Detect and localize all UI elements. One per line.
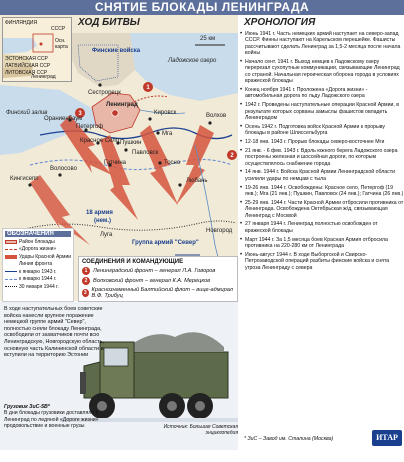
legend-item: к январю 1944 г.: [5, 276, 71, 282]
label-army-group: Группа армий "Север": [132, 240, 199, 246]
chronology-item: • Июнь-август 1944 г. В ходе Выборгской и Свирско-Петрозаводской операций разбиты финские войска и снята угроза Ленинграду с севера: [240, 252, 404, 271]
legend-heading: ОБОЗНАЧЕНИЯ: [5, 231, 71, 237]
itar-tass-logo: ИТАР ТАСС: [372, 430, 402, 446]
label-pushkin: Пушкин: [120, 140, 142, 146]
legend-item: «Дорога жизни»: [5, 246, 71, 252]
inset-leningrad: Ленинград: [31, 74, 56, 80]
inset-finland: ФИНЛЯНДИЯ: [5, 20, 38, 26]
chronology-item: • 27 января 1944 г. Ленинград полностью освобожден от вражеской блокады: [240, 221, 404, 234]
label-leningrad: Ленинград: [106, 102, 138, 108]
footnote: * ЗиС – Завод им. Сталина (Москва): [244, 436, 334, 442]
chronology-item: • Начало сент. 1941 г. Выход немцев к Ладожскому озеру перерезал сухопутные коммуникации, связывающие Ленинград со страной. Начальная героическая оборона города в условиях вражеской блокады: [240, 59, 404, 85]
chronology-item: • 25-29 янв. 1944 г. Части Красной Армии отбросили противника от Ленинграда. Освобождена Октябрьская ж/д, связывающая Ленинград с Москвой: [240, 200, 404, 219]
front-jan30-swatch: [5, 286, 17, 287]
label-volosovo: Волосово: [50, 166, 77, 172]
label-pavlovsk: Павловск: [132, 150, 159, 156]
label-army18-sub: (нем.): [94, 218, 111, 224]
legend-item: Линия фронта: [19, 261, 53, 267]
chronology-item: • 1942 г. Проведены наступательные операции Красной Армии, в результате которых сорваны замыслы фашистов овладеть Ленинградом: [240, 102, 404, 121]
label-mga: Мга: [162, 131, 173, 137]
unit-row: 1 Ленинградский фронт – генерал Л.А. Говоров: [82, 267, 234, 275]
legend-item: к январю 1943 г.: [5, 269, 71, 275]
inset-map-label: Осн. карта: [55, 38, 68, 50]
label-peterhof: Петергоф: [76, 124, 104, 130]
label-krasnoe: Красное Село: [80, 138, 120, 144]
label-kingisepp: Кингисепп: [10, 176, 39, 182]
label-ladoga: Ладожское озеро: [168, 58, 217, 64]
svg-text:2: 2: [230, 153, 234, 159]
label-gatchina: Гатчина: [104, 160, 126, 166]
inset-latvia: ЛАТВИЙСКАЯ ССР: [5, 63, 51, 69]
inset-lithuania: ЛИТОВСКАЯ ССР: [5, 70, 48, 76]
legend-item: 30 января 1944 г.: [5, 284, 71, 290]
map-heading: ХОД БИТВЫ: [78, 17, 140, 28]
front-1943-swatch: [5, 271, 17, 272]
inset-estonia: ЭСТОНСКАЯ ССР: [5, 56, 48, 62]
svg-text:3: 3: [78, 111, 82, 117]
legend-item: Удары Красной Армии: [5, 254, 71, 260]
label-luga: Луга: [100, 232, 113, 238]
attack-swatch: [5, 255, 17, 259]
label-finnish-troops: Финские войска: [92, 48, 141, 54]
truck-caption: [4, 404, 114, 429]
chronology-item: • 21 янв. - 6 фев. 1943 г. Вдоль южного берега Ладожского озера построены железная и шоссейная дороги, по которым осуществлялось снабжение города: [240, 148, 404, 167]
svg-text:1: 1: [146, 85, 150, 91]
chronology-item: • 14 янв. 1944 г. Войска Красной Армии Ленинградской области усилили удары по немцам с тыла: [240, 169, 404, 182]
chronology-item: • Осень 1942 г. Подготовка войск Красной Армии к прорыву блокады в районе Шлиссельбурга: [240, 124, 404, 137]
inset-ussr: СССР: [51, 26, 66, 32]
source-note: Источник: Большая Советская энциклопедия: [163, 424, 238, 436]
label-novgorod: Новгород: [206, 228, 233, 234]
map-legend: [2, 228, 74, 302]
units-panel: [78, 256, 238, 302]
unit-row: 3 Краснознаменный Балтийский флот – вице-адмирал В.Ф. Трибуц: [83, 287, 233, 299]
label-volkhov: Волхов: [206, 113, 227, 119]
chronology-heading: ХРОНОЛОГИЯ: [244, 17, 316, 28]
legend-item: Район блокады: [5, 239, 71, 245]
label-tosno: Тосно: [164, 160, 181, 166]
inset-map: [2, 17, 72, 82]
chronology-item: • Июнь 1941 г. Часть немецких армий наступает на северо-запад СССР. Финны наступают на Карельском перешейке. Фашисты рассчитывают сделать Ленинград за 1,5-2 месяца после начала войны: [240, 31, 404, 57]
chronology-item: • Март 1944 г. За 1,5 месяца боев Красная Армия отбросила противника на 220-280 км от Ленинграда: [240, 237, 404, 250]
label-scale: 25 км: [200, 36, 216, 42]
units-heading: СОЕДИНЕНИЯ И КОМАНДУЮЩИЕ: [82, 259, 184, 265]
label-lyuban: Любань: [186, 178, 208, 184]
label-sestroretsk: Сестрорецк: [88, 90, 121, 96]
chronology-item: • 19-26 янв. 1944 г. Освобождены: Красное село, Петергоф (19 янв.); Мга (21 янв.); Пушкин, Павловск (24 янв.); Гатчина (26 янв.): [240, 185, 404, 198]
label-kirovsk: Кировск: [154, 110, 177, 116]
summary-text: В ходе наступательных боев советские войска нанесли крупное поражение немецкой группе армий "Север", полностью сняли блокаду Ленинграда, освободили от захватчиков почти всю Ленинградскую, Новгородскую область, основную часть Калининской области и вступили на территорию Эстонии: [4, 306, 104, 359]
label-army18: 18 армия: [86, 210, 113, 216]
label-gulf: Финский залив: [6, 110, 48, 116]
front-1944-swatch: [5, 279, 17, 280]
truck-name: Грузовик ЗиС-5В*: [4, 404, 50, 410]
blockade-swatch: [5, 240, 17, 244]
chronology-item: • 12-18 янв. 1943 г. Прорыв блокады северо-восточнее Мги: [240, 139, 404, 145]
label-oranienbaum: Ораниенбаум: [44, 116, 83, 122]
unit-row: 2 Волховский фронт – генерал К.А. Мерецков: [82, 277, 234, 285]
road-swatch: [5, 249, 17, 250]
page-title: СНЯТИЕ БЛОКАДЫ ЛЕНИНГРАДА: [0, 0, 404, 15]
truck-desc: В дни блокады грузовики доставляли в Ленинград по ледяной «Дороге жизни» продовольствие и военные грузы: [4, 410, 99, 429]
chronology-list: [240, 31, 404, 431]
chronology-item: • Конец ноября 1941 г. Проложена «Дорога жизни» - автомобильная дорога по льду Ладожского озера: [240, 87, 404, 100]
